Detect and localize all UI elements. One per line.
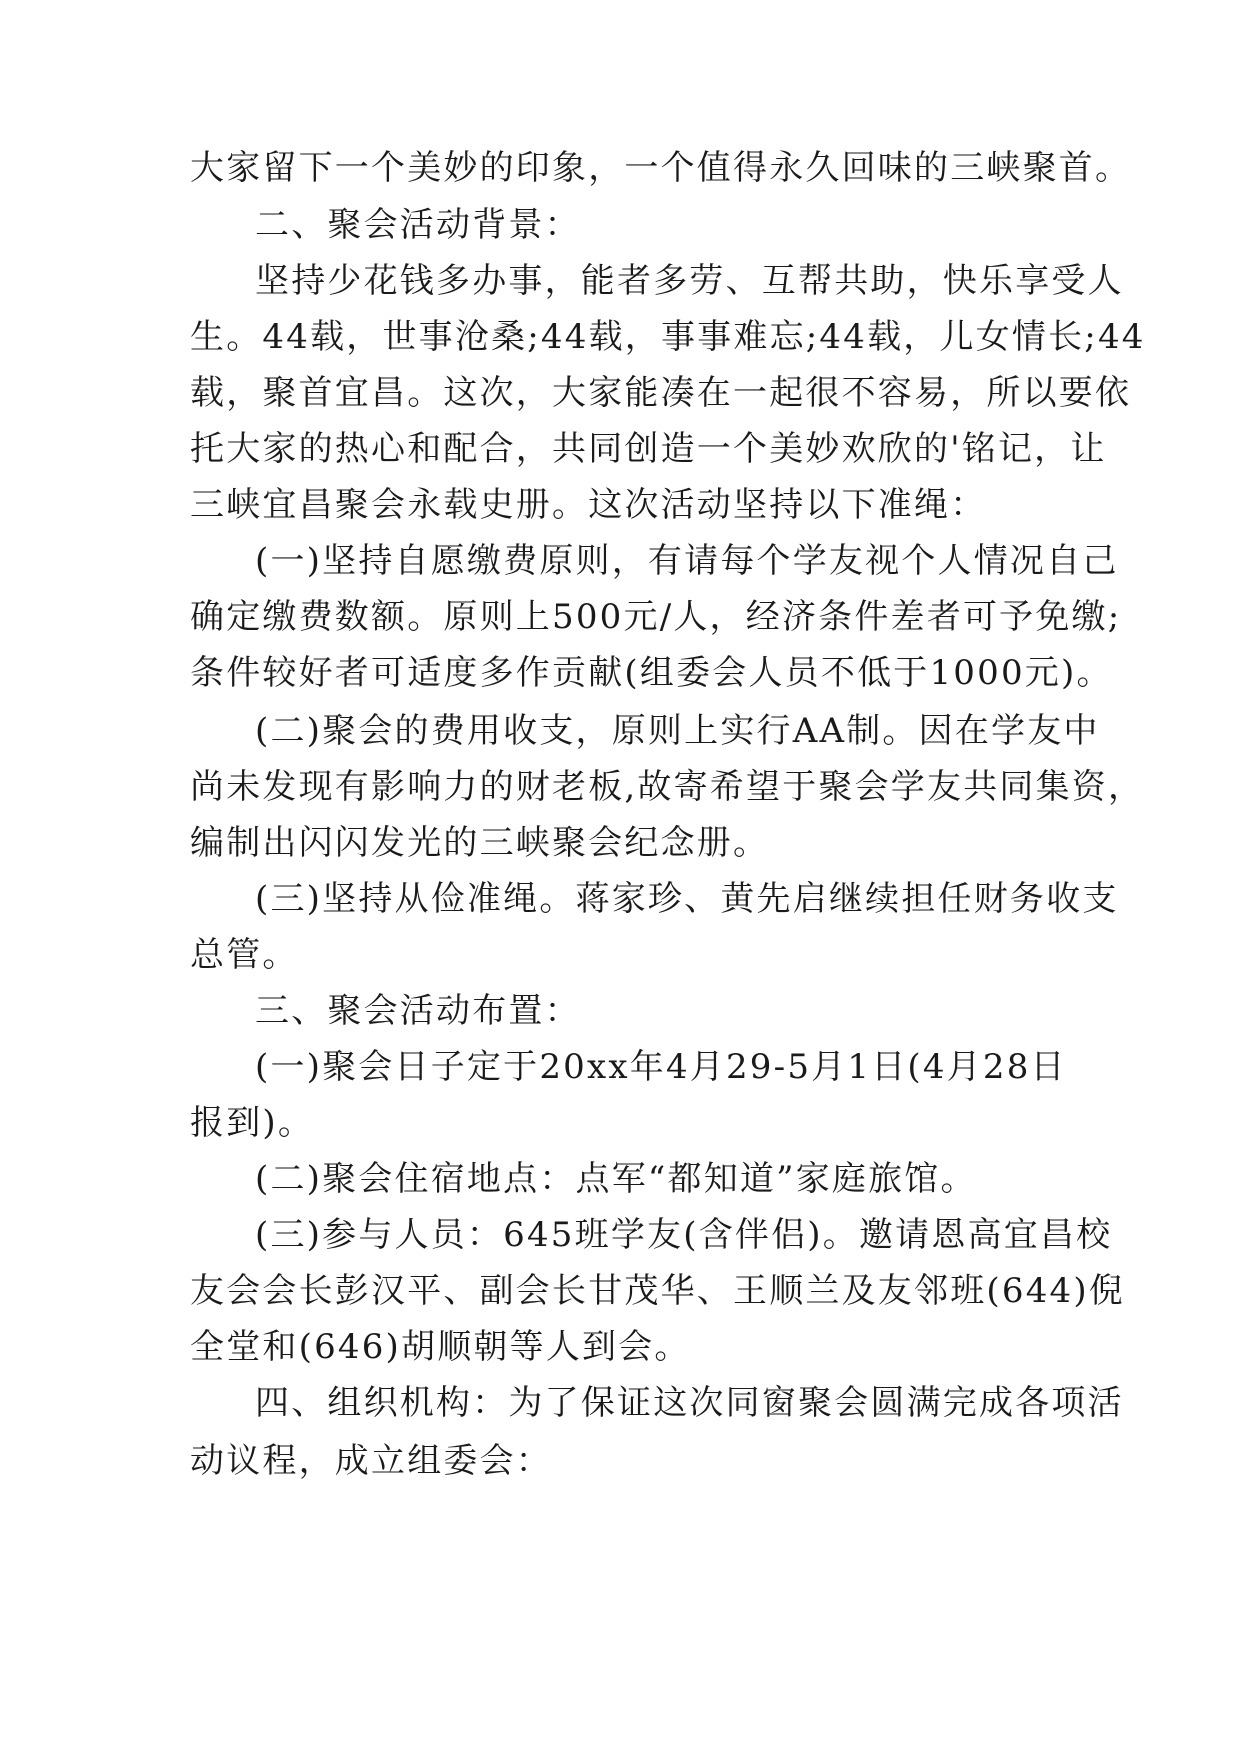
text-line-content: 全堂和(646)胡顺朝等人到会。 xyxy=(190,1327,691,1367)
section-heading xyxy=(0,195,1241,255)
text-line xyxy=(0,1317,1241,1377)
text-line-content: 三峡宜昌聚会永载史册。这次活动坚持以下准绳： xyxy=(190,485,987,525)
text-line-content: 编制出闪闪发光的三峡聚会纪念册。 xyxy=(190,823,770,863)
text-line xyxy=(0,419,1241,479)
text-line-content: 大家留下一个美妙的印象，一个值得永久回味的三峡聚首。 xyxy=(190,148,1132,188)
text-line-content: (一)坚持自愿缴费原则，有请每个学友视个人情况自己 xyxy=(255,541,1119,581)
text-line-content: (二)聚会住宿地点：点军“都知道”家庭旅馆。 xyxy=(255,1159,977,1199)
text-line xyxy=(0,757,1241,817)
text-line-content: 条件较好者可适度多作贡献(组委会人员不低于1000元)。 xyxy=(190,653,1113,693)
text-line xyxy=(0,925,1241,985)
text-line-content: (三)参与人员：645班学友(含伴侣)。邀请恩高宜昌校 xyxy=(255,1215,1113,1255)
section-heading xyxy=(0,981,1241,1041)
text-line xyxy=(0,475,1241,535)
text-line xyxy=(0,363,1241,423)
text-line xyxy=(0,1261,1241,1321)
text-line-content: (三)坚持从俭准绳。蒋家珍、黄先启继续担任财务收支 xyxy=(255,879,1119,919)
text-line xyxy=(0,251,1241,311)
text-line-content: 友会会长彭汉平、副会长甘茂华、王顺兰及友邻班(644)倪 xyxy=(190,1271,1126,1311)
text-line-content: (一)聚会日子定于20xx年4月29-5月1日(4月28日 xyxy=(255,1047,1067,1087)
section-heading xyxy=(0,1373,1241,1433)
text-line xyxy=(0,138,1241,198)
text-line xyxy=(0,1037,1241,1097)
text-line xyxy=(0,1149,1241,1209)
text-line xyxy=(0,587,1241,647)
text-line-content: 生。44载，世事沧桑;44载，事事难忘;44载，儿女情长;44 xyxy=(190,317,1146,357)
text-line-content: 确定缴费数额。原则上500元/人，经济条件差者可予免缴; xyxy=(190,597,1122,637)
text-line-content: 坚持少花钱多办事，能者多劳、互帮共助，快乐享受人 xyxy=(255,261,1124,301)
section-heading-text: 三、聚会活动布置： xyxy=(255,991,581,1031)
text-line xyxy=(0,1093,1241,1153)
text-line-content: 载，聚首宜昌。这次，大家能凑在一起很不容易，所以要依 xyxy=(190,373,1132,413)
text-line-content: 尚未发现有影响力的财老板,故寄希望于聚会学友共同集资， xyxy=(190,767,1145,807)
text-line xyxy=(0,701,1241,761)
text-line-content: 报到)。 xyxy=(190,1103,315,1143)
text-line xyxy=(0,813,1241,873)
text-line-content: 动议程，成立组委会： xyxy=(190,1441,552,1481)
section-heading-text: 四、组织机构：为了保证这次同窗聚会圆满完成各项活 xyxy=(255,1383,1124,1423)
text-line-content: (二)聚会的费用收支，原则上实行AA制。因在学友中 xyxy=(255,711,1100,751)
text-line-content: 托大家的热心和配合，共同创造一个美妙欢欣的'铭记，让 xyxy=(190,429,1107,469)
text-line xyxy=(0,1431,1241,1491)
text-line xyxy=(0,531,1241,591)
text-line xyxy=(0,1205,1241,1265)
text-line xyxy=(0,643,1241,703)
section-heading-text: 二、聚会活动背景： xyxy=(255,205,581,245)
text-line xyxy=(0,869,1241,929)
text-line-content: 总管。 xyxy=(190,935,299,975)
text-line xyxy=(0,307,1241,367)
